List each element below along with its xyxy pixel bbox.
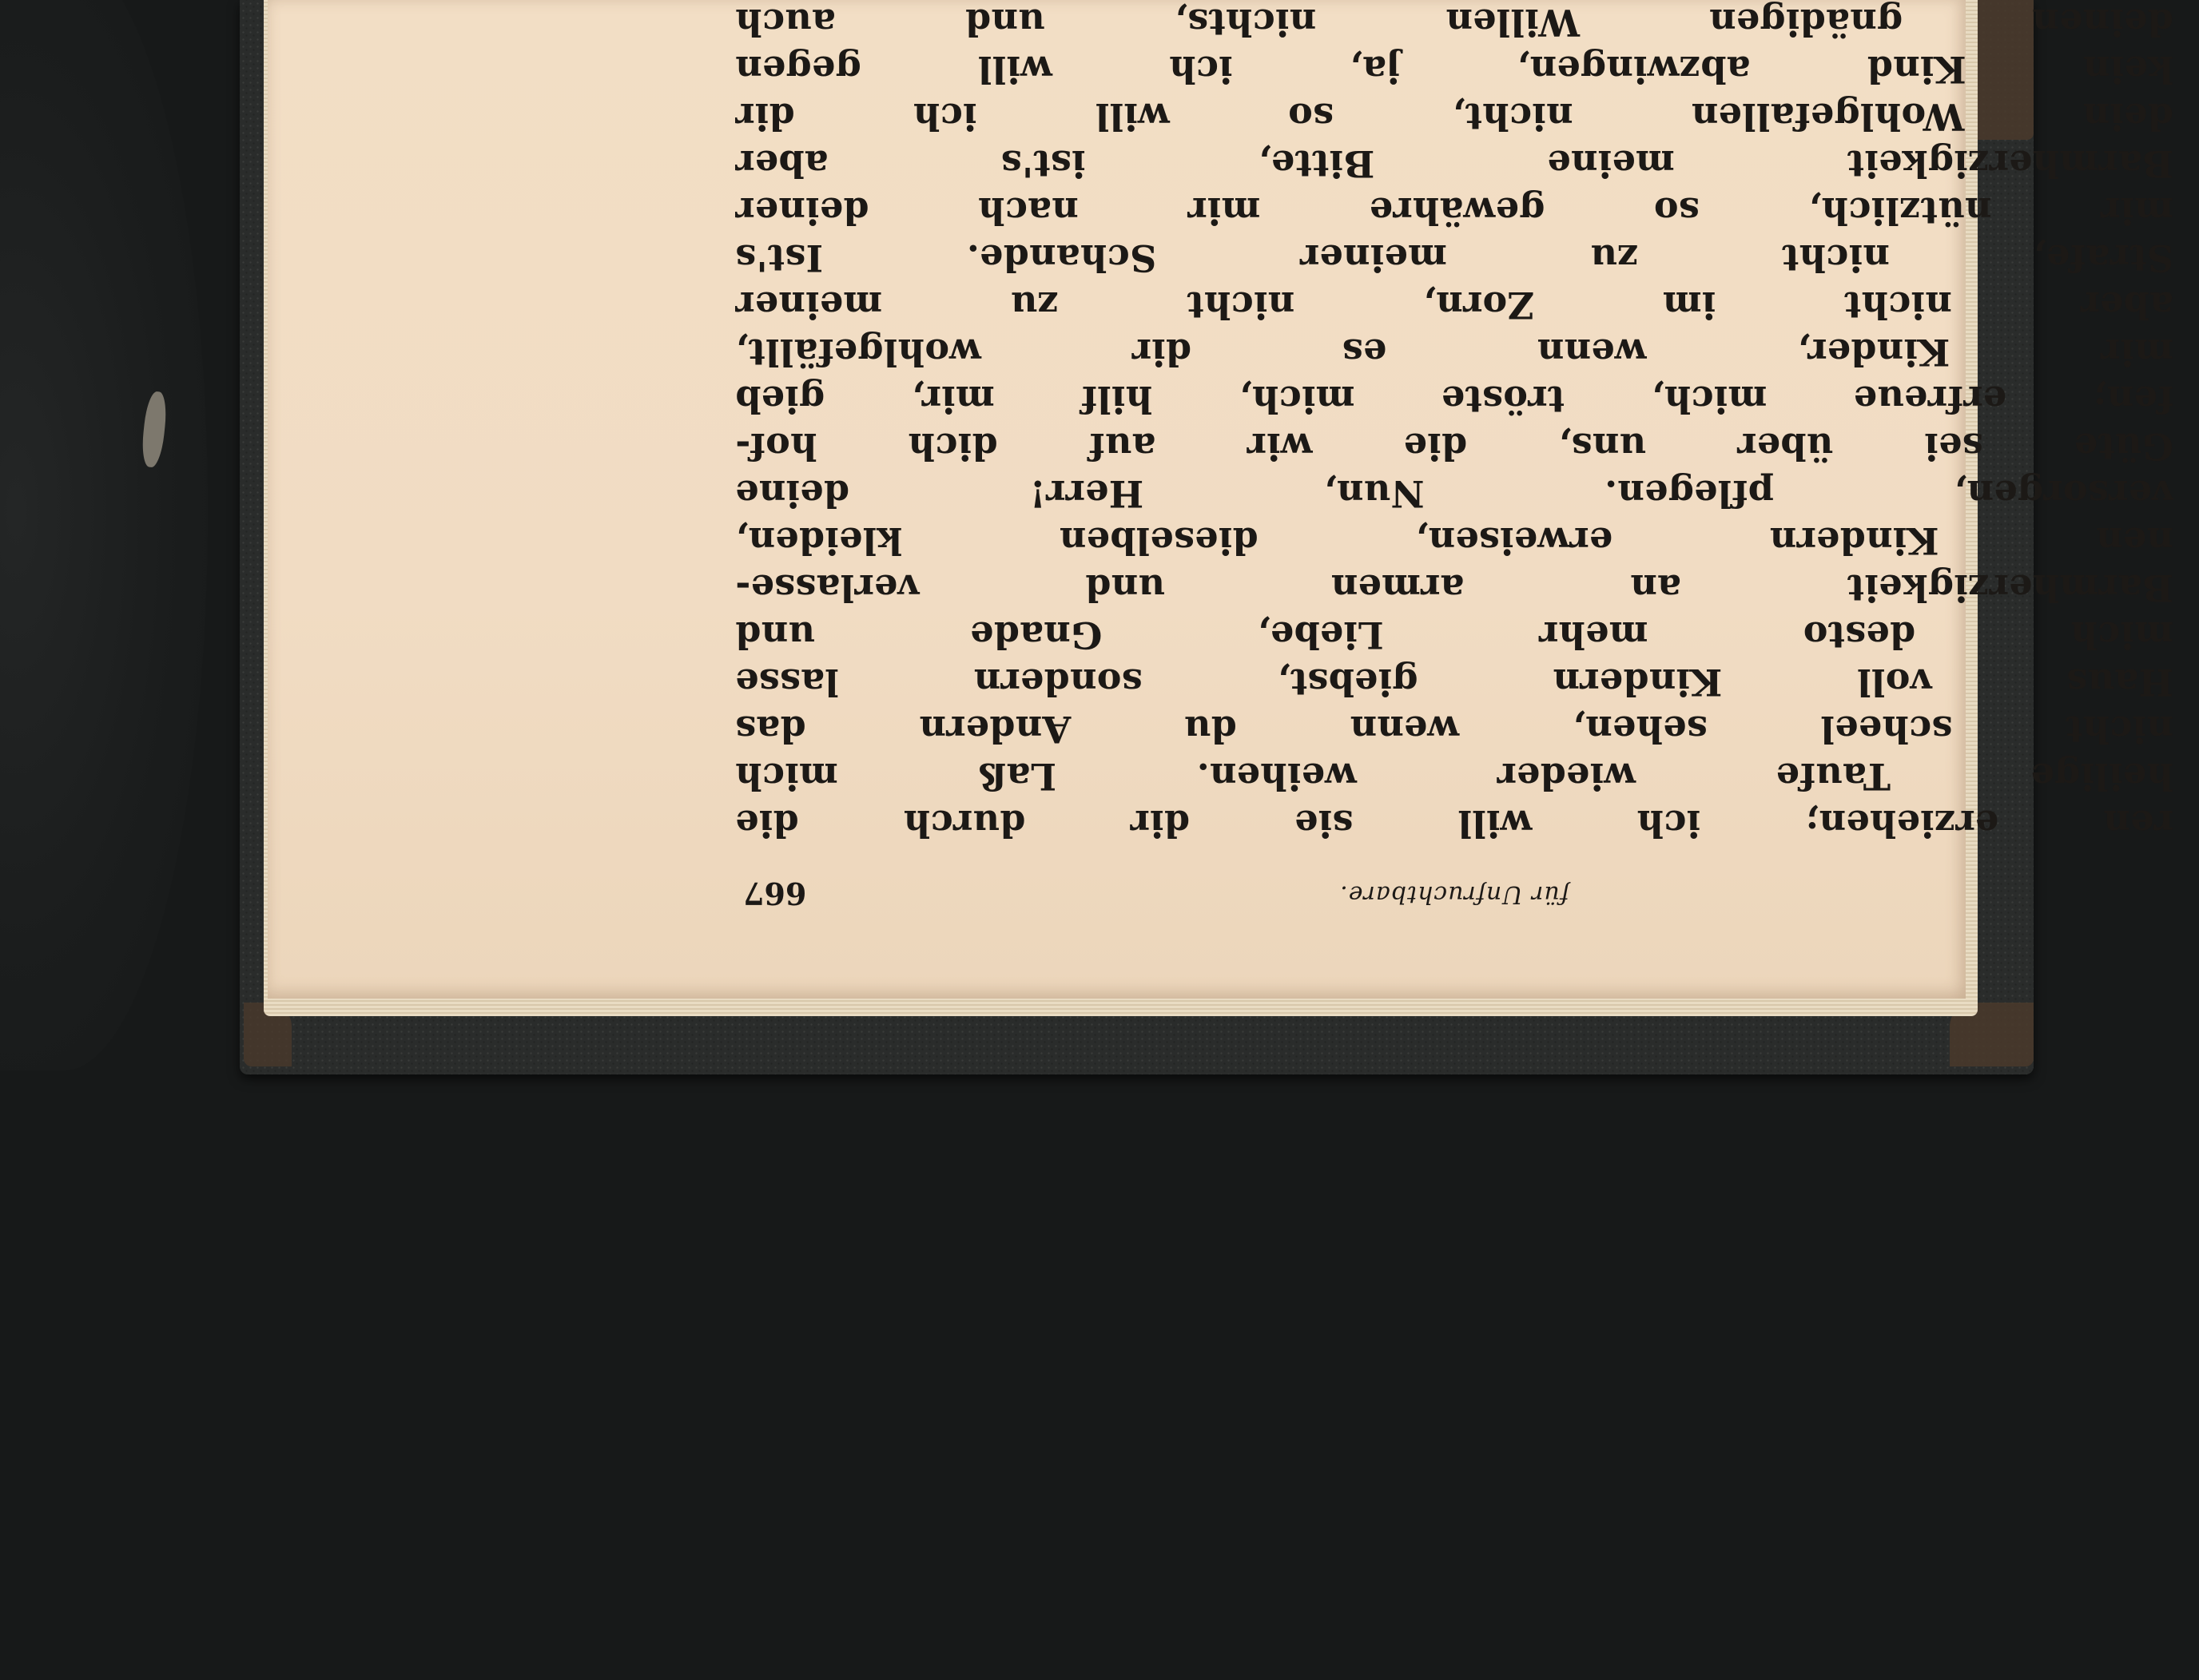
text-line: heilige Taufe wieder weihen. Laß mich (735, 755, 2173, 798)
text-line: nicht scheel sehen, wenn du Andern das (735, 708, 2173, 751)
text-line: dein Wohlgefallen nicht, so will ich dir (735, 95, 2173, 138)
page-text-block (735, 1, 2173, 915)
text-line: ren erziehen; ich will sie dir durch die (735, 802, 2173, 845)
text-line: nen Kindern erweisen, dieselben kleiden, (735, 519, 2173, 562)
text-line: fen; erfreue mich, tröste mich, hilf mir, gieb (735, 378, 2173, 421)
book-page (268, 0, 2173, 999)
running-head (735, 867, 2173, 915)
running-title: für Unfruchtbare. (1339, 880, 1569, 908)
text-line: Barmherzigkeit meine Bitte, ist's aber (735, 142, 2173, 185)
text-line: deinen gnädigen Willen nichts, und auch (735, 1, 2173, 44)
text-line: Güte sei über uns, die wir auf dich hof- (735, 425, 2173, 468)
text-line: Strafe, nicht zu meiner Schande. Ist's (735, 236, 2173, 280)
text-line: Haus voll Kindern giebst, sondern lasse (735, 661, 2173, 704)
text-line: mich desto mehr Liebe, Gnade und (735, 614, 2173, 657)
text-line: aber nicht im Zorn, nicht zu meiner (735, 284, 2173, 327)
left-page-curl (0, 0, 208, 1070)
text-line: versorgen, pflegen. Nun, Herr! deine (735, 472, 2173, 515)
text-line: kein Kind abzwingen, ja, ich will gegen (735, 48, 2173, 91)
text-line: mir Kinder, wenn es dir wohlgefällt, (735, 331, 2173, 374)
page-number: 667 (743, 876, 807, 911)
text-line: Barmherzigkeit an armen und verlasse- (735, 566, 2173, 610)
text-line: mir nützlich, so gewähre mir nach deiner (735, 189, 2173, 232)
body-text (735, 0, 2173, 847)
